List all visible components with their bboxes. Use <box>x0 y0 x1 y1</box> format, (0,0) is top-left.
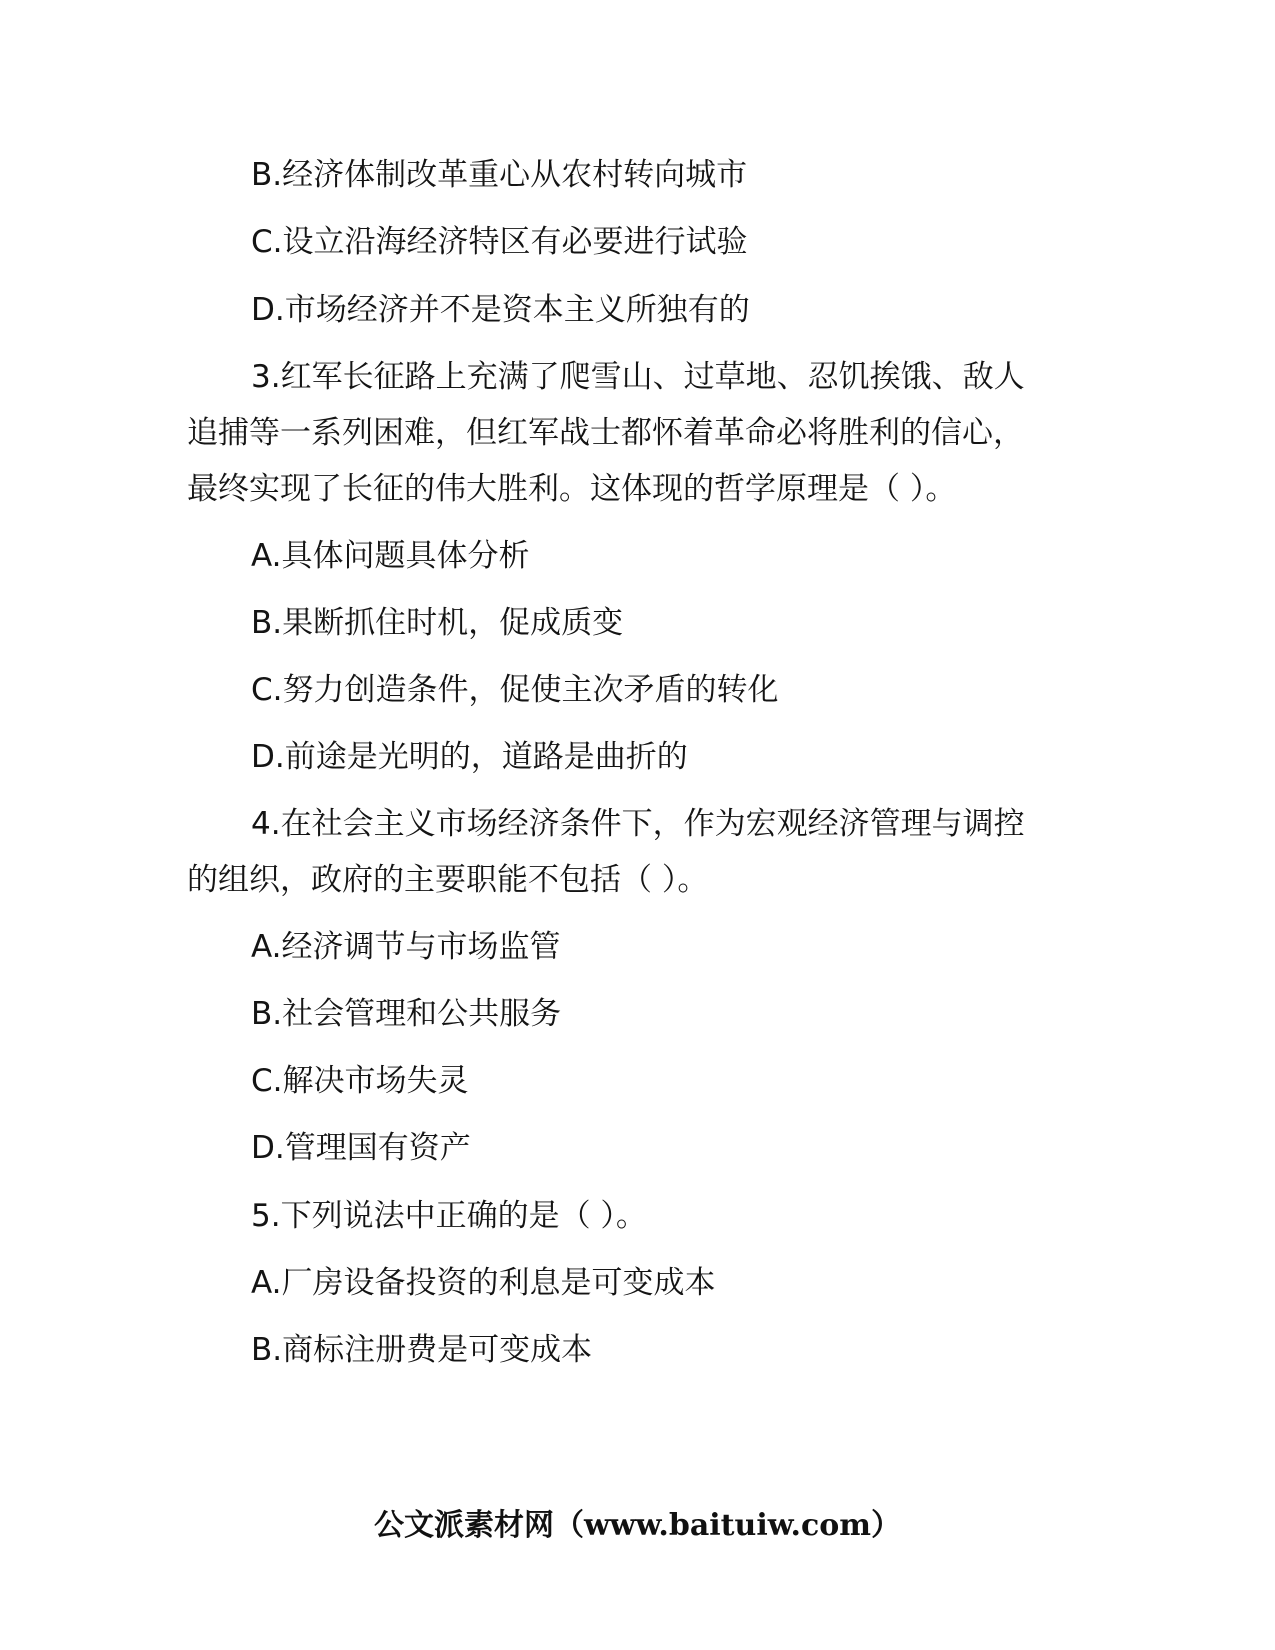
q3-option-a: A.具体问题具体分析 <box>251 538 530 574</box>
q2-option-b: B.经济体制改革重心从农村转向城市 <box>251 157 748 193</box>
q3-stem-line3: 最终实现了长征的伟大胜利。这体现的哲学原理是（ ）。 <box>187 471 957 507</box>
q3-option-b: B.果断抓住时机，促成质变 <box>251 605 624 641</box>
q3-option-c: C.努力创造条件，促使主次矛盾的转化 <box>251 672 779 708</box>
q3-stem-line2: 追捕等一系列困难，但红军战士都怀着革命必将胜利的信心， <box>187 415 1024 451</box>
q4-option-d: D.管理国有资产 <box>251 1130 471 1166</box>
page-footer-source: 公文派素材网（www.baituiw.com） <box>373 1508 902 1543</box>
q5-option-b: B.商标注册费是可变成本 <box>251 1332 593 1368</box>
q5-stem-line1: 5.下列说法中正确的是（ ）。 <box>251 1198 647 1234</box>
q4-option-b: B.社会管理和公共服务 <box>251 996 562 1032</box>
q2-option-d: D.市场经济并不是资本主义所独有的 <box>251 292 750 328</box>
q2-option-c: C.设立沿海经济特区有必要进行试验 <box>251 224 748 260</box>
q4-stem-line1: 4.在社会主义市场经济条件下，作为宏观经济管理与调控 <box>251 806 1025 842</box>
q4-option-c: C.解决市场失灵 <box>251 1063 469 1099</box>
q4-option-a: A.经济调节与市场监管 <box>251 929 561 965</box>
q5-option-a: A.厂房设备投资的利息是可变成本 <box>251 1265 716 1301</box>
q3-stem-line1: 3.红军长征路上充满了爬雪山、过草地、忍饥挨饿、敌人 <box>251 359 1025 395</box>
q4-stem-line2: 的组织，政府的主要职能不包括（ ）。 <box>187 862 709 898</box>
q3-option-d: D.前途是光明的，道路是曲折的 <box>251 739 688 775</box>
